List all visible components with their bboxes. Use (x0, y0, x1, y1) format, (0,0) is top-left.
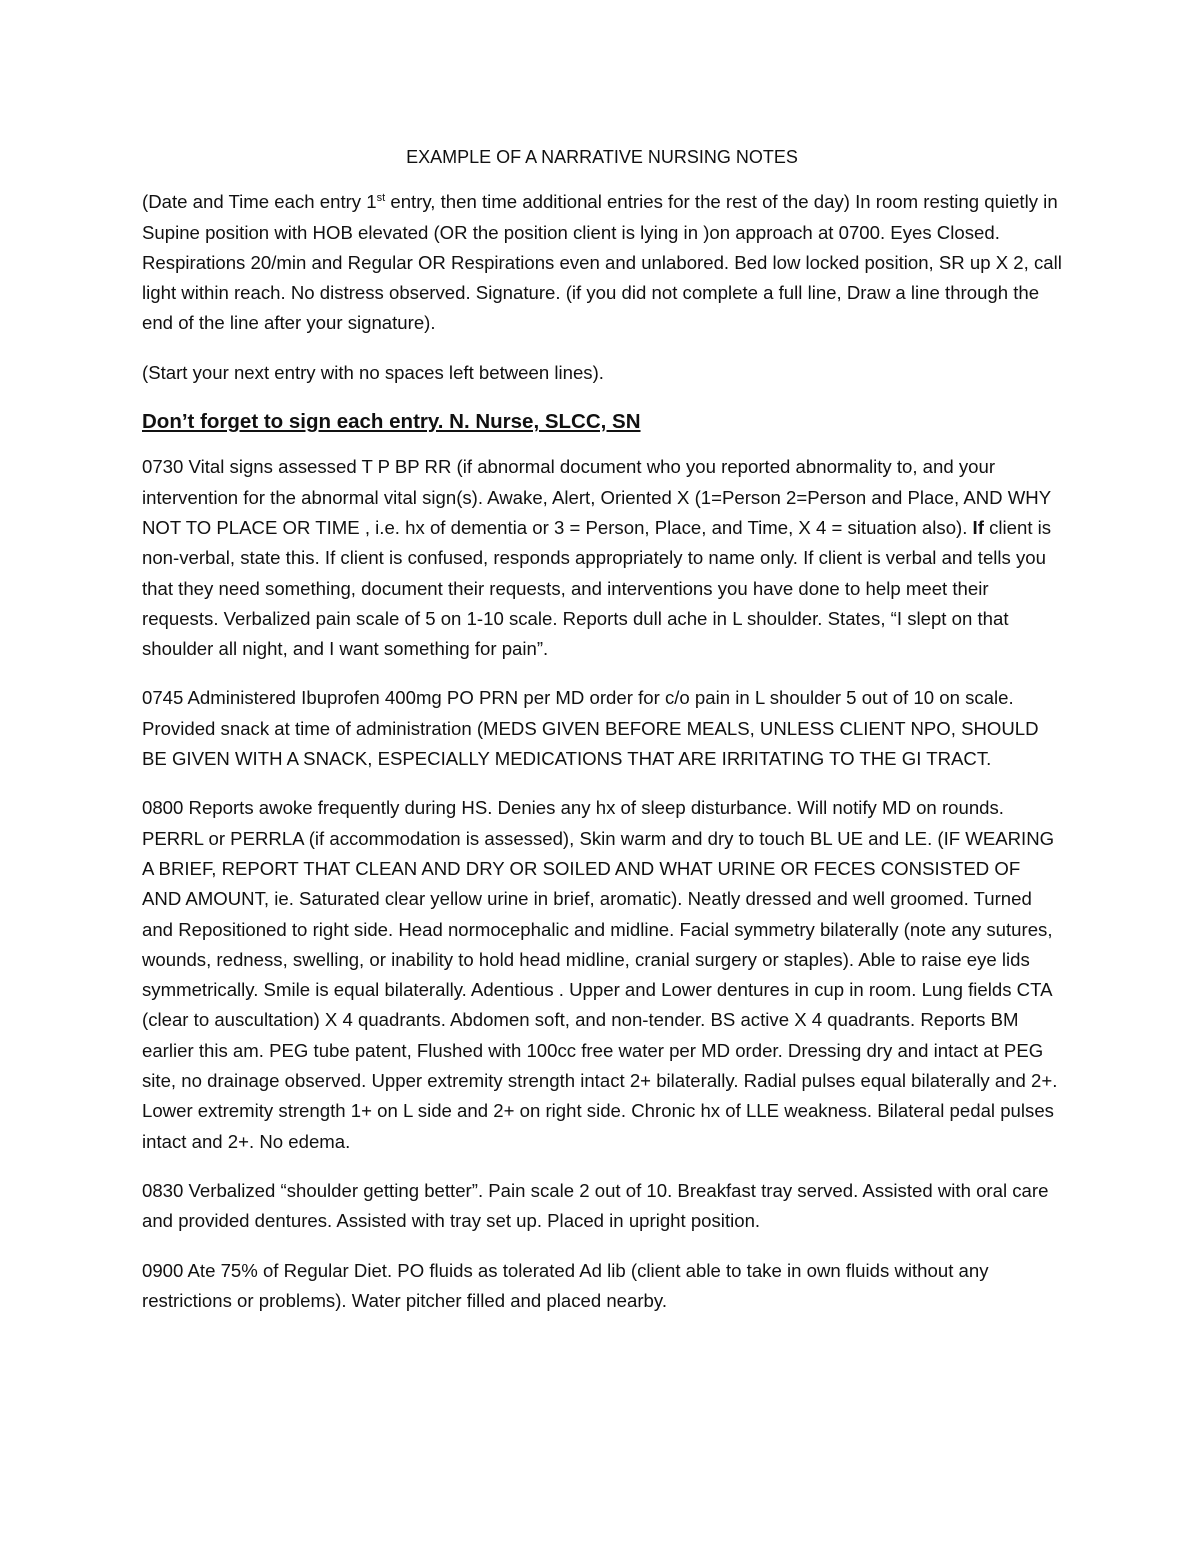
entry-0900: 0900 Ate 75% of Regular Diet. PO fluids as tolerated Ad lib (client able to take in own fluids without any restrictions or problems). Water pitcher filled and placed nearby. (142, 1259, 989, 1311)
intro-superscript: st (376, 192, 386, 205)
intro-text-rest: entry, then time additional entries for the rest of the day) In room resting quietly in Supine position with HOB elevated (OR the position client is lying in )on approach at 0700. Eyes Closed. Respirations 20/min and Regular OR Respirations even and unlabored. Bed low locked position, SR up X 2, call light within reach. No distress observed. Signature. (if you did not complete a full line, Draw a line through the end of the line after your signature). (142, 191, 1062, 334)
document-body (142, 142, 1062, 1335)
intro-text-start: (Date and Time each entry 1 (142, 191, 377, 213)
next-entry-note: (Start your next entry with no spaces left between lines). (142, 361, 604, 383)
entry-0800: 0800 Reports awoke frequently during HS. Denies any hx of sleep disturbance. Will notify MD on rounds. PERRL or PERRLA (if accommodation is assessed), Skin warm and dry to touch BL UE and LE. (IF WEARING A BRIEF, REPORT THAT CLEAN AND DRY OR SOILED AND WHAT URINE OR FECES CONSISTED OF AND AMOUNT, ie. Saturated clear yellow urine in brief, aromatic). Neatly dressed and well groomed. Turned and Repositioned to right side. Head normocephalic and midline. Facial symmetry bilaterally (note any sutures, wounds, redness, swelling, or inability to hold head midline, cranial surgery or staples). Able to raise eye lids symmetrically. Smile is equal bilaterally. Adentious . Upper and Lower dentures in cup in room. Lung fields CTA (clear to auscultation) X 4 quadrants. Abdomen soft, and non-tender. BS active X 4 quadrants. Reports BM earlier this am. PEG tube patent, Flushed with 100cc free water per MD order. Dressing dry and intact at PEG site, no drainage observed. Upper extremity strength intact 2+ bilaterally. Radial pulses equal bilaterally and 2+. Lower extremity strength 1+ on L side and 2+ on right side. Chronic hx of LLE weakness. Bilateral pedal pulses intact and 2+. No edema. (142, 797, 1058, 1152)
entry-0730-text-start: 0730 Vital signs assessed T P BP RR (if abnormal document who you reported abnormality to, and your intervention for the abnormal vital sign(s). Awake, Alert, Oriented X (1=Person 2=Person and Place, AND WHY NOT TO PLACE OR TIME , i.e. hx of dementia or 3 = Person, Place, and Time, X 4 = situation also). (142, 456, 1051, 538)
entry-0730 (142, 452, 1062, 664)
document-title: EXAMPLE OF A NARRATIVE NURSING NOTES (406, 147, 798, 167)
entry-0730-text-rest: client is non-verbal, state this. If client is confused, responds appropriately to name only. If client is verbal and tells you that they need something, document their requests, and interventions you have done to help meet their requests. Verbalized pain scale of 5 on 1-10 scale. Reports dull ache in L shoulder. States, “I slept on that shoulder all night, and I want something for pain”. (142, 516, 1052, 660)
entry-0745: 0745 Administered Ibuprofen 400mg PO PRN per MD order for c/o pain in L shoulder 5 out of 10 on scale. Provided snack at time of administration (MEDS GIVEN BEFORE MEALS, UNLESS CLIENT NPO, SHOULD BE GIVEN WITH A SNACK, ESPECIALLY MEDICATIONS THAT ARE IRRITATING TO THE GI TRACT. (142, 687, 1039, 770)
entry-0730-bold-if: If (967, 516, 984, 538)
entry-0830: 0830 Verbalized “shoulder getting better”. Pain scale 2 out of 10. Breakfast tray served. Assisted with oral care and provided dentures. Assisted with tray set up. Placed in upright position. (142, 1179, 1049, 1232)
sign-reminder: Don’t forget to sign each entry. N. Nurse, SLCC, SN (142, 410, 641, 434)
intro-paragraph (142, 187, 1062, 338)
